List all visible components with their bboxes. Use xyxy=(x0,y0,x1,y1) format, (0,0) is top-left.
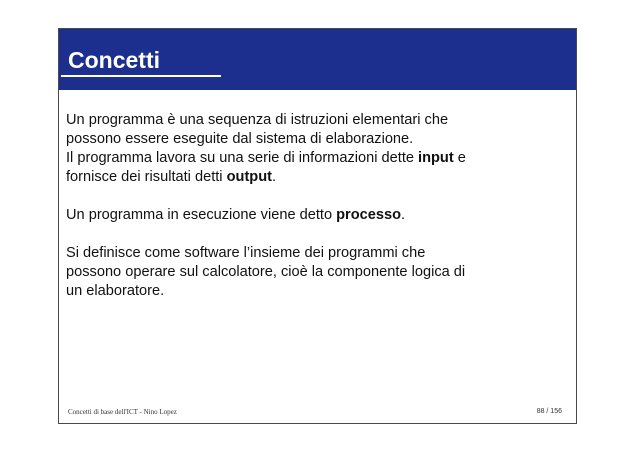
slide-body xyxy=(66,111,572,320)
text-line: possono essere eseguite dal sistema di elaborazione. xyxy=(66,131,414,147)
text-line: Si definisce come software l’insieme dei programmi che xyxy=(66,245,426,261)
text-line: Un programma è una sequenza di istruzioni elementari che xyxy=(66,112,449,128)
title-bar xyxy=(59,29,576,90)
text-line: un elaboratore. xyxy=(66,283,165,299)
paragraph-program-definition xyxy=(66,111,572,187)
paragraph-process-definition xyxy=(66,206,572,225)
text-line: Il programma lavora su una serie di informazioni dette xyxy=(66,150,419,166)
footer-course-author: Concetti di base dell'ICT - Nino Lopez xyxy=(68,408,177,416)
slide xyxy=(58,28,577,424)
footer-page-number: 88 / 156 xyxy=(536,408,562,415)
text-line: . xyxy=(401,207,406,223)
term-output: output xyxy=(226,169,272,185)
text-line: . xyxy=(272,169,277,185)
title-underline xyxy=(61,75,221,77)
text-line: e xyxy=(453,150,466,166)
paragraph-software-definition xyxy=(66,244,572,301)
text-line: possono operare sul calcolatore, cioè la componente logica di xyxy=(66,264,466,280)
term-processo: processo xyxy=(336,207,402,223)
text-line: Un programma in esecuzione viene detto xyxy=(66,207,337,223)
term-input: input xyxy=(418,150,454,166)
text-line: fornisce dei risultati detti xyxy=(66,169,227,185)
slide-title: Concetti xyxy=(68,47,160,73)
